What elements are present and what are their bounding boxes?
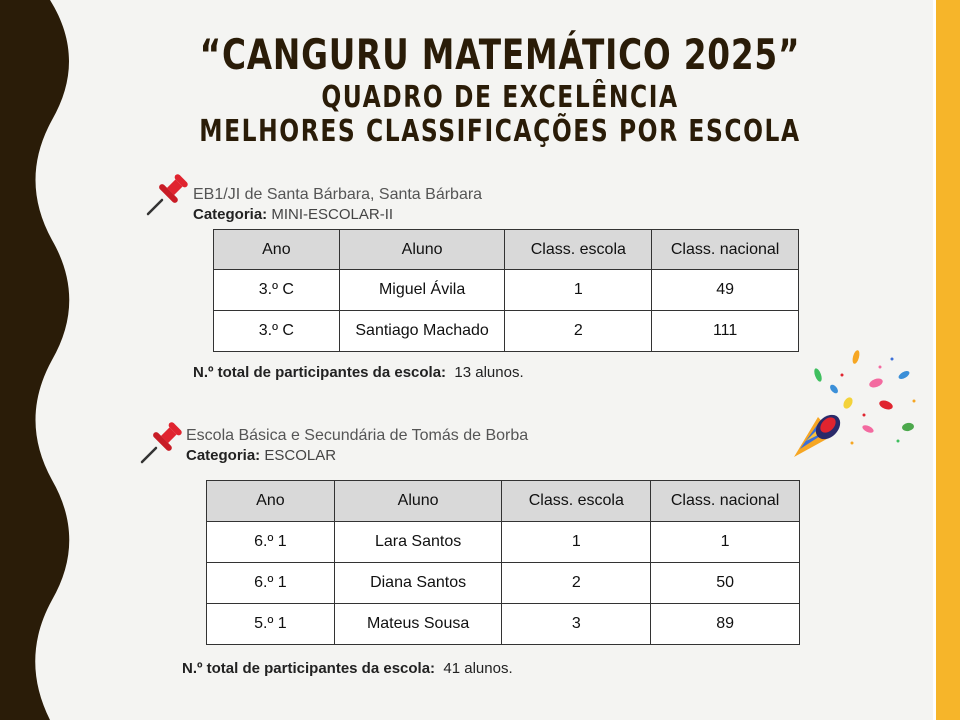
cell-ano: 3.º C (214, 270, 340, 311)
results-table-1 (213, 229, 799, 352)
cell-class-escola: 2 (505, 311, 652, 352)
header-ano: Ano (214, 230, 340, 270)
category-value: MINI-ESCOLAR-II (271, 206, 394, 223)
total-participants-2 (182, 660, 513, 677)
header-class-escola: Class. escola (505, 230, 652, 270)
category-value: ESCOLAR (264, 447, 337, 464)
cell-class-nacional: 111 (652, 311, 799, 352)
table-row (207, 522, 800, 563)
table-header-row (214, 230, 799, 270)
pushpin-icon (144, 172, 190, 218)
cell-class-nacional: 89 (651, 604, 800, 645)
subtitle-excellence: QUADRO DE EXCELÊNCIA (321, 80, 679, 115)
header-aluno: Aluno (334, 481, 502, 522)
right-accent-bar (936, 0, 960, 720)
cell-aluno: Mateus Sousa (334, 604, 502, 645)
header-aluno: Aluno (339, 230, 505, 270)
results-table-2 (206, 480, 800, 645)
table-row (214, 311, 799, 352)
cell-aluno: Miguel Ávila (339, 270, 505, 311)
cell-ano: 6.º 1 (207, 522, 335, 563)
header-class-nacional: Class. nacional (652, 230, 799, 270)
cell-class-nacional: 1 (651, 522, 800, 563)
table-header-row (207, 481, 800, 522)
total-value: 41 alunos. (443, 660, 513, 677)
cell-aluno: Diana Santos (334, 563, 502, 604)
category-label: Categoria: (193, 206, 268, 223)
cell-aluno: Lara Santos (334, 522, 502, 563)
cell-class-nacional: 49 (652, 270, 799, 311)
total-value: 13 alunos. (454, 364, 524, 381)
party-popper-icon (788, 345, 928, 465)
table-row (207, 563, 800, 604)
main-title: “CANGURU MATEMÁTICO 2025” (199, 30, 801, 79)
cell-class-nacional: 50 (651, 563, 800, 604)
category-1 (193, 206, 393, 223)
cell-class-escola: 2 (502, 563, 651, 604)
cell-ano: 5.º 1 (207, 604, 335, 645)
header-ano: Ano (207, 481, 335, 522)
cell-ano: 3.º C (214, 311, 340, 352)
total-label: N.º total de participantes da escola: (182, 660, 436, 677)
total-label: N.º total de participantes da escola: (193, 364, 447, 381)
school-name-1: EB1/JI de Santa Bárbara, Santa Bárbara (193, 186, 483, 203)
header-class-escola: Class. escola (502, 481, 651, 522)
category-2 (186, 447, 336, 464)
category-label: Categoria: (186, 447, 261, 464)
cell-ano: 6.º 1 (207, 563, 335, 604)
table-row (207, 604, 800, 645)
cell-class-escola: 3 (502, 604, 651, 645)
table-row (214, 270, 799, 311)
total-participants-1 (193, 364, 524, 381)
pushpin-icon (138, 420, 184, 466)
cell-aluno: Santiago Machado (339, 311, 505, 352)
cell-class-escola: 1 (502, 522, 651, 563)
cell-class-escola: 1 (505, 270, 652, 311)
header-class-nacional: Class. nacional (651, 481, 800, 522)
left-wave-border (0, 0, 80, 720)
subtitle-rankings: MELHORES CLASSIFICAÇÕES POR ESCOLA (199, 114, 801, 149)
school-name-2: Escola Básica e Secundária de Tomás de Borba (186, 427, 529, 444)
